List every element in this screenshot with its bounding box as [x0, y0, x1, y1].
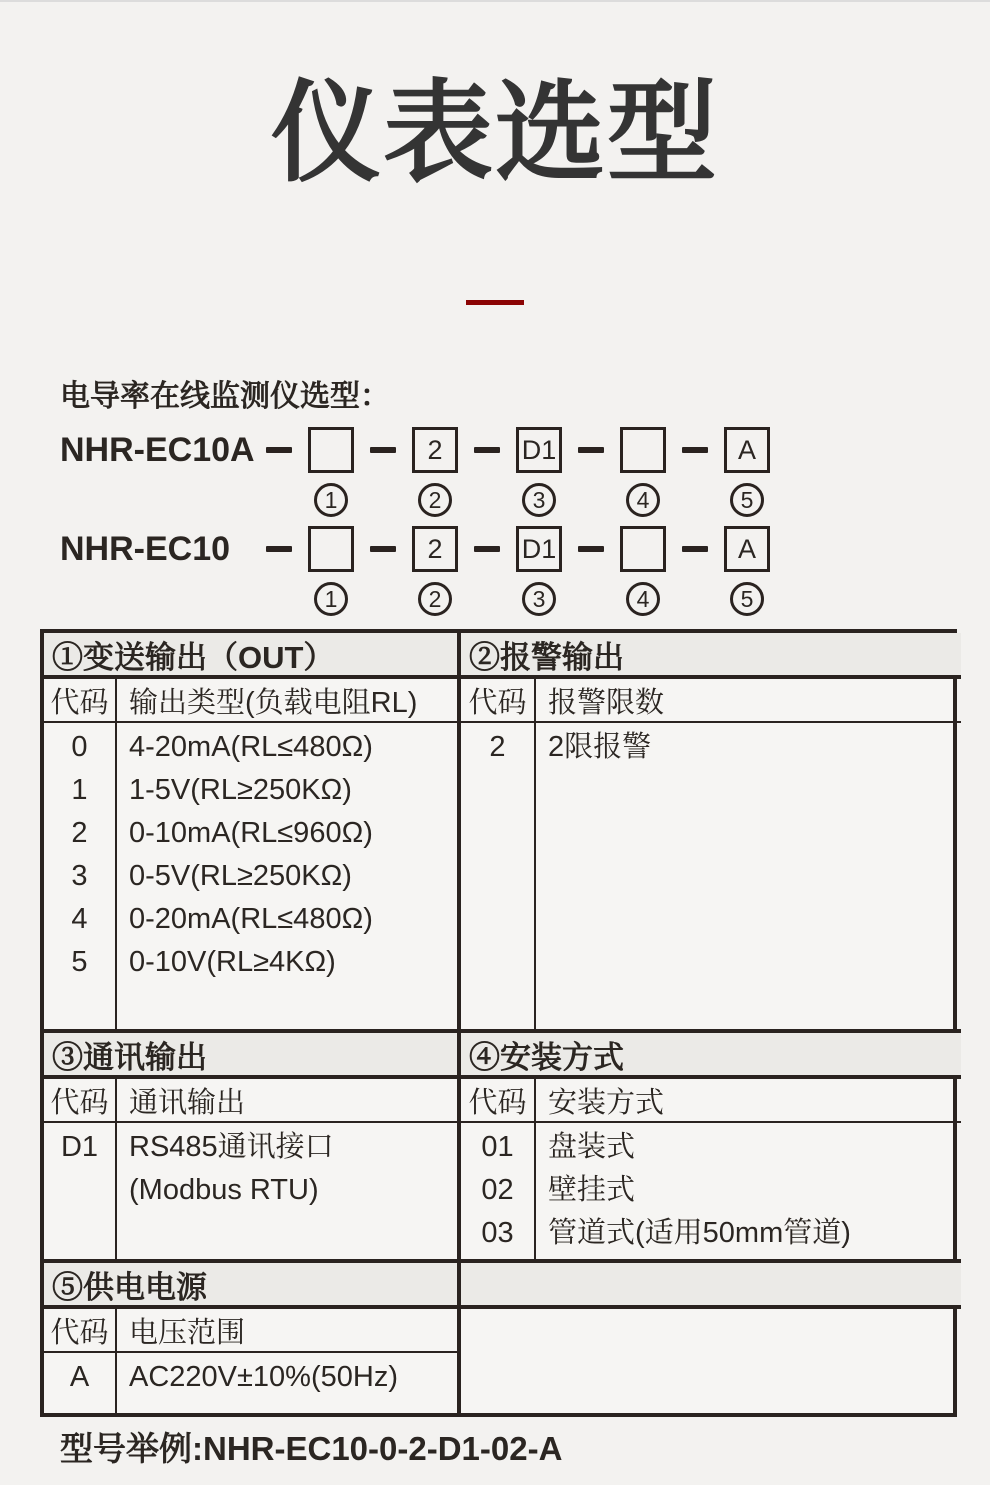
column-header-code: 代码 — [461, 1079, 536, 1123]
option-box — [620, 526, 666, 572]
column-header-mounting: 安装方式 — [536, 1079, 961, 1123]
model-slot — [620, 427, 666, 517]
dash-separator — [682, 447, 708, 453]
code-value: 1 — [71, 774, 88, 806]
section-header-power-supply: ⑤供电电源 — [44, 1263, 461, 1309]
desc-value: 壁挂式 — [548, 1174, 636, 1206]
option-box — [308, 427, 354, 473]
code-value: 2 — [71, 817, 88, 849]
section-label: 电导率在线监测仪选型： — [60, 380, 390, 413]
dash-separator — [474, 447, 500, 453]
model-slot — [516, 526, 562, 616]
option-box — [308, 526, 354, 572]
code-value: 3 — [71, 860, 88, 892]
desc-value: 0-10mA(RL≤960Ω) — [129, 817, 373, 849]
dash-separator — [266, 546, 292, 552]
desc-value: 0-20mA(RL≤480Ω) — [129, 903, 373, 935]
comm-descriptions — [117, 1123, 461, 1263]
title-accent-dash — [466, 300, 524, 305]
position-marker: 2 — [418, 582, 452, 616]
position-marker: 5 — [730, 483, 764, 517]
section-header-mounting: ④安装方式 — [461, 1033, 961, 1079]
selection-table — [40, 629, 957, 1417]
desc-value: RS485通讯接口 — [129, 1131, 334, 1163]
desc-value: 1-5V(RL≥250KΩ) — [129, 774, 352, 806]
power-descriptions — [117, 1353, 461, 1413]
option-box: A — [724, 427, 770, 473]
alarm-codes — [461, 723, 536, 1033]
column-header-comm-output: 通讯输出 — [117, 1079, 461, 1123]
desc-value: 0-5V(RL≥250KΩ) — [129, 860, 352, 892]
desc-value: 0-10V(RL≥4KΩ) — [129, 946, 336, 978]
empty-cell — [461, 1309, 961, 1413]
empty-band — [461, 1263, 961, 1309]
model-slot — [308, 526, 354, 616]
code-value: 0 — [71, 731, 88, 763]
model-prefix: NHR-EC10 — [60, 530, 231, 568]
desc-value: AC220V±10%(50Hz) — [129, 1361, 398, 1393]
section-header-comm-output: ③通讯输出 — [44, 1033, 461, 1079]
code-value: D1 — [60, 1131, 99, 1163]
dash-separator — [370, 447, 396, 453]
transmit-descriptions — [117, 723, 461, 1033]
model-slot — [308, 427, 354, 517]
model-slot — [412, 526, 458, 616]
model-slot — [620, 526, 666, 616]
model-slot — [516, 427, 562, 517]
column-header-code: 代码 — [461, 679, 536, 723]
option-box — [620, 427, 666, 473]
position-marker: 5 — [730, 582, 764, 616]
top-divider — [0, 0, 990, 2]
model-slot — [412, 427, 458, 517]
desc-value: 4-20mA(RL≤480Ω) — [129, 731, 373, 763]
code-value: 02 — [481, 1174, 514, 1206]
dash-separator — [578, 546, 604, 552]
position-marker: 3 — [522, 582, 556, 616]
column-header-alarm-limits: 报警限数 — [536, 679, 961, 723]
comm-codes — [44, 1123, 117, 1263]
code-value: 4 — [71, 903, 88, 935]
column-header-code: 代码 — [44, 679, 117, 723]
desc-value: 管道式(适用50mm管道) — [548, 1217, 851, 1249]
mount-codes — [461, 1123, 536, 1263]
code-value: A — [69, 1361, 90, 1393]
desc-value: 盘装式 — [548, 1131, 636, 1163]
section-header-alarm-output: ②报警输出 — [461, 633, 961, 679]
model-prefix: NHR-EC10A — [60, 431, 255, 469]
dash-separator — [682, 546, 708, 552]
model-slot — [724, 526, 770, 616]
model-line-ec10 — [60, 526, 990, 616]
position-marker: 2 — [418, 483, 452, 517]
alarm-descriptions — [536, 723, 961, 1033]
position-marker: 4 — [626, 582, 660, 616]
model-line-ec10a — [60, 427, 990, 517]
model-ordering-diagram — [60, 427, 990, 616]
position-marker: 1 — [314, 582, 348, 616]
position-marker: 3 — [522, 483, 556, 517]
page-title: 仪表选型 — [271, 72, 719, 195]
code-value: 2 — [489, 731, 506, 763]
dash-separator — [578, 447, 604, 453]
model-slot — [724, 427, 770, 517]
dash-separator — [266, 447, 292, 453]
code-value: 03 — [481, 1217, 514, 1249]
option-box: D1 — [516, 526, 562, 572]
column-header-output-type: 输出类型(负载电阻RL) — [117, 679, 461, 723]
power-codes — [44, 1353, 117, 1413]
transmit-codes — [44, 723, 117, 1033]
desc-value: (Modbus RTU) — [129, 1174, 319, 1206]
position-marker: 1 — [314, 483, 348, 517]
column-header-code: 代码 — [44, 1079, 117, 1123]
column-header-voltage-range: 电压范围 — [117, 1309, 461, 1353]
dash-separator — [474, 546, 500, 552]
code-value: 01 — [481, 1131, 514, 1163]
code-value: 5 — [71, 946, 88, 978]
option-box: 2 — [412, 427, 458, 473]
mount-descriptions — [536, 1123, 961, 1263]
position-marker: 4 — [626, 483, 660, 517]
option-box: A — [724, 526, 770, 572]
option-box: 2 — [412, 526, 458, 572]
model-example: 型号举例:NHR-EC10-0-2-D1-02-A — [60, 1430, 563, 1467]
section-header-transmit-output: ①变送输出（OUT） — [44, 633, 461, 679]
desc-value: 2限报警 — [548, 731, 652, 763]
dash-separator — [370, 546, 396, 552]
option-box: D1 — [516, 427, 562, 473]
column-header-code: 代码 — [44, 1309, 117, 1353]
